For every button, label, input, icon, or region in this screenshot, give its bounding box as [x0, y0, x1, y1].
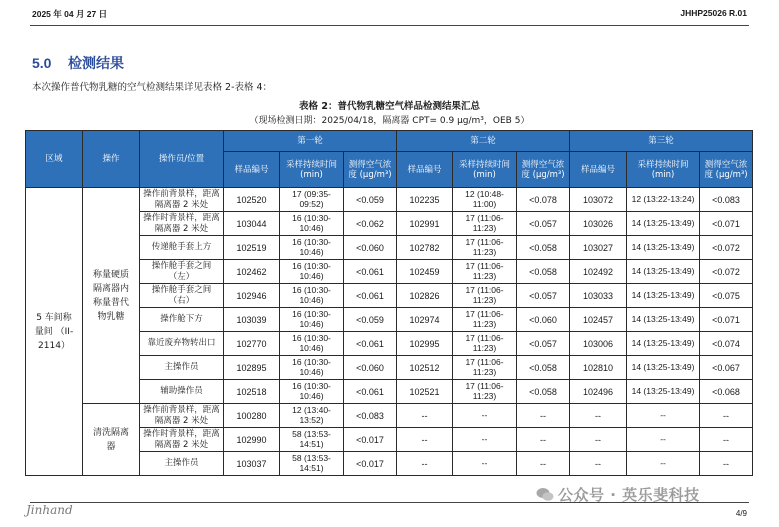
operator-cell: 主操作员 [140, 452, 224, 476]
sample-no-cell: -- [397, 404, 453, 428]
concentration-cell: <0.059 [344, 308, 397, 332]
operation-cell: 称量硬质隔离器内称量普代物乳糖 [83, 188, 140, 404]
duration-cell: 14 (13:25-13:49) [627, 332, 700, 356]
results-table [25, 130, 753, 476]
col-concentration: 测得空气浓度 (μg/m³) [517, 152, 570, 188]
sample-no-cell: 103039 [224, 308, 280, 332]
concentration-cell: <0.071 [700, 308, 753, 332]
concentration-cell: -- [700, 428, 753, 452]
concentration-cell: <0.061 [344, 380, 397, 404]
duration-cell: 14 (13:25-13:49) [627, 284, 700, 308]
duration-cell: 16 (10:30-10:46) [280, 332, 344, 356]
duration-cell: 17 (11:06-11:23) [453, 332, 517, 356]
duration-cell: 16 (10:30-10:46) [280, 380, 344, 404]
concentration-cell: <0.061 [344, 284, 397, 308]
concentration-cell: <0.072 [700, 260, 753, 284]
concentration-cell: -- [700, 452, 753, 476]
concentration-cell: <0.060 [517, 308, 570, 332]
sample-no-cell: 102492 [570, 260, 627, 284]
table-row [26, 404, 753, 428]
duration-cell: 14 (13:25-13:49) [627, 308, 700, 332]
concentration-cell: <0.017 [344, 428, 397, 452]
duration-cell: 14 (13:25-13:49) [627, 212, 700, 236]
duration-cell: 12 (13:22-13:24) [627, 188, 700, 212]
concentration-cell: <0.057 [517, 332, 570, 356]
duration-cell: 17 (11:06-11:23) [453, 284, 517, 308]
duration-cell: 14 (13:25-13:49) [627, 236, 700, 260]
sample-no-cell: 103037 [224, 452, 280, 476]
col-sample-no: 样品编号 [570, 152, 627, 188]
concentration-cell: -- [517, 428, 570, 452]
duration-cell: 17 (11:06-11:23) [453, 308, 517, 332]
watermark-text: 公众号 · 英乐斐科技 [558, 486, 700, 504]
sample-no-cell: -- [397, 428, 453, 452]
header-doc-id: JHHP25026 R.01 [680, 8, 747, 18]
section-heading [32, 53, 124, 73]
col-round2: 第二轮 [397, 131, 570, 152]
sample-no-cell: 102457 [570, 308, 627, 332]
duration-cell: -- [453, 452, 517, 476]
col-sample-no: 样品编号 [397, 152, 453, 188]
duration-cell: -- [627, 452, 700, 476]
sample-no-cell: 102459 [397, 260, 453, 284]
operation-cell: 清洗隔离器 [83, 404, 140, 476]
operator-cell: 操作舱手套之间（左） [140, 260, 224, 284]
operator-cell: 操作时背景样，距离隔离器 2 米处 [140, 428, 224, 452]
sample-no-cell: -- [397, 452, 453, 476]
sample-no-cell: 103033 [570, 284, 627, 308]
concentration-cell: <0.075 [700, 284, 753, 308]
wechat-icon [536, 487, 554, 502]
duration-cell: 12 (10:48-11:00) [453, 188, 517, 212]
concentration-cell: <0.061 [344, 260, 397, 284]
sample-no-cell: 102990 [224, 428, 280, 452]
duration-cell: 17 (09:35-09:52) [280, 188, 344, 212]
section-number: 5.0 [32, 55, 52, 71]
operator-cell: 操作舱下方 [140, 308, 224, 332]
duration-cell: -- [453, 404, 517, 428]
sample-no-cell: 102946 [224, 284, 280, 308]
sample-no-cell: 100280 [224, 404, 280, 428]
sample-no-cell: 102521 [397, 380, 453, 404]
sample-no-cell: 103027 [570, 236, 627, 260]
col-duration: 采样持续时间 (min) [453, 152, 517, 188]
duration-cell: 17 (11:06-11:23) [453, 260, 517, 284]
concentration-cell: <0.062 [344, 212, 397, 236]
sample-no-cell: 102991 [397, 212, 453, 236]
header-date: 2025 年 04 月 27 日 [32, 9, 108, 19]
sample-no-cell: 103044 [224, 212, 280, 236]
duration-cell: 17 (11:06-11:23) [453, 236, 517, 260]
sample-no-cell: 102519 [224, 236, 280, 260]
duration-cell: 16 (10:30-10:46) [280, 236, 344, 260]
concentration-cell: <0.059 [344, 188, 397, 212]
sample-no-cell: 102810 [570, 356, 627, 380]
concentration-cell: <0.078 [517, 188, 570, 212]
intro-text: 本次操作普代物乳糖的空气检测结果详见表格 2-表格 4： [32, 82, 273, 93]
sample-no-cell: 102895 [224, 356, 280, 380]
operator-cell: 操作时背景样，距离隔离器 2 米处 [140, 212, 224, 236]
duration-cell: 12 (13:40-13:52) [280, 404, 344, 428]
col-round1: 第一轮 [224, 131, 397, 152]
concentration-cell: <0.083 [344, 404, 397, 428]
sample-no-cell: 102462 [224, 260, 280, 284]
duration-cell: 16 (10:30-10:46) [280, 260, 344, 284]
sample-no-cell: 102974 [397, 308, 453, 332]
operator-cell: 操作舱手套之间（右） [140, 284, 224, 308]
operator-cell: 操作前背景样，距离隔离器 2 米处 [140, 404, 224, 428]
concentration-cell: -- [517, 404, 570, 428]
operator-cell: 主操作员 [140, 356, 224, 380]
watermark [536, 484, 700, 505]
operator-cell: 传递舱手套上方 [140, 236, 224, 260]
duration-cell: -- [627, 404, 700, 428]
duration-cell: 17 (11:06-11:23) [453, 212, 517, 236]
concentration-cell: -- [700, 404, 753, 428]
col-operation: 操作 [83, 131, 140, 188]
sample-no-cell: -- [570, 452, 627, 476]
col-round3: 第三轮 [570, 131, 753, 152]
table-header-row [26, 131, 753, 152]
concentration-cell: <0.068 [700, 380, 753, 404]
sample-no-cell: 102520 [224, 188, 280, 212]
concentration-cell: <0.057 [517, 212, 570, 236]
concentration-cell: <0.057 [517, 284, 570, 308]
concentration-cell: <0.061 [344, 332, 397, 356]
col-concentration: 测得空气浓度 (μg/m³) [700, 152, 753, 188]
col-operator: 操作员/位置 [140, 131, 224, 188]
concentration-cell: <0.072 [700, 236, 753, 260]
concentration-cell: <0.083 [700, 188, 753, 212]
duration-cell: 14 (13:25-13:49) [627, 260, 700, 284]
area-cell: 5 车间称量间 （II-2114） [26, 188, 83, 476]
col-area: 区域 [26, 131, 83, 188]
table-row [26, 188, 753, 212]
concentration-cell: <0.058 [517, 260, 570, 284]
duration-cell: 16 (10:30-10:46) [280, 284, 344, 308]
sample-no-cell: 102496 [570, 380, 627, 404]
duration-cell: 16 (10:30-10:46) [280, 212, 344, 236]
sample-no-cell: 103072 [570, 188, 627, 212]
duration-cell: -- [627, 428, 700, 452]
duration-cell: 14 (13:25-13:49) [627, 380, 700, 404]
sample-no-cell: 102770 [224, 332, 280, 356]
duration-cell: 16 (10:30-10:46) [280, 308, 344, 332]
concentration-cell: <0.060 [344, 236, 397, 260]
table-body [26, 188, 753, 476]
sample-no-cell: 102782 [397, 236, 453, 260]
sample-no-cell: 102518 [224, 380, 280, 404]
duration-cell: 14 (13:25-13:49) [627, 356, 700, 380]
duration-cell: 17 (11:06-11:23) [453, 356, 517, 380]
concentration-cell: <0.071 [700, 212, 753, 236]
operator-cell: 辅助操作员 [140, 380, 224, 404]
signature: Jinhand [26, 503, 73, 517]
duration-cell: 58 (13:53-14:51) [280, 452, 344, 476]
sample-no-cell: 102995 [397, 332, 453, 356]
operator-cell: 操作前背景样，距离隔离器 2 米处 [140, 188, 224, 212]
sample-no-cell: 102826 [397, 284, 453, 308]
sample-no-cell: -- [570, 404, 627, 428]
concentration-cell: <0.058 [517, 236, 570, 260]
sample-no-cell: -- [570, 428, 627, 452]
col-concentration: 测得空气浓度 (μg/m³) [344, 152, 397, 188]
concentration-cell: <0.067 [700, 356, 753, 380]
header-divider [30, 25, 749, 26]
sample-no-cell: 102235 [397, 188, 453, 212]
col-duration: 采样持续时间 (min) [280, 152, 344, 188]
duration-cell: 17 (11:06-11:23) [453, 380, 517, 404]
concentration-cell: <0.017 [344, 452, 397, 476]
concentration-cell: <0.058 [517, 380, 570, 404]
sample-no-cell: 103006 [570, 332, 627, 356]
page-number: 4/9 [735, 509, 747, 518]
sample-no-cell: 103026 [570, 212, 627, 236]
section-title: 检测结果 [68, 56, 124, 72]
sample-no-cell: 102512 [397, 356, 453, 380]
duration-cell: 16 (10:30-10:46) [280, 356, 344, 380]
col-sample-no: 样品编号 [224, 152, 280, 188]
concentration-cell: <0.074 [700, 332, 753, 356]
operator-cell: 靠近废弃物转出口 [140, 332, 224, 356]
concentration-cell: <0.060 [344, 356, 397, 380]
table-title: 表格 2：普代物乳糖空气样品检测结果汇总 [299, 101, 480, 112]
duration-cell: 58 (13:53-14:51) [280, 428, 344, 452]
table-subtitle: （现场检测日期：2025/04/18，隔离器 CPT= 0.9 μg/m³，OEB 5） [249, 116, 530, 126]
concentration-cell: <0.058 [517, 356, 570, 380]
col-duration: 采样持续时间 (min) [627, 152, 700, 188]
concentration-cell: -- [517, 452, 570, 476]
duration-cell: -- [453, 428, 517, 452]
